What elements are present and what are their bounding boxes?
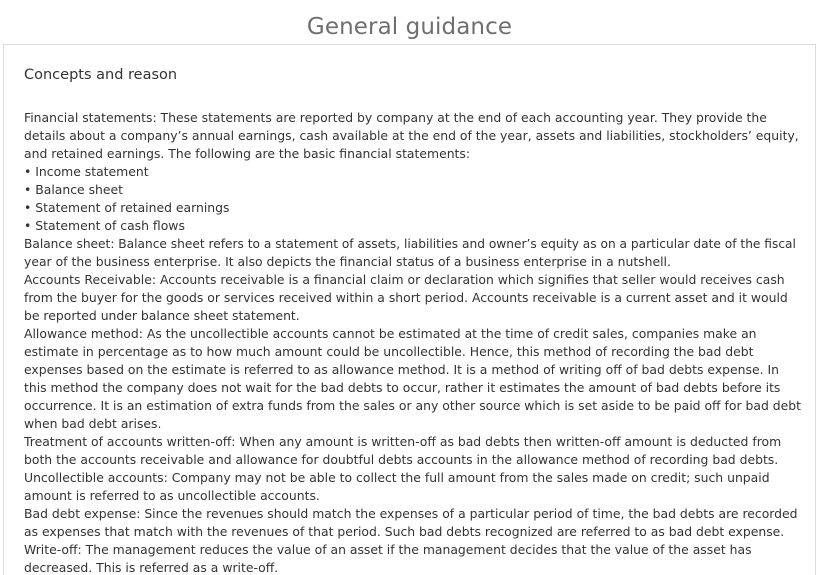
text-line: as expenses that match with the revenues of that period. Such bad debts recognized are referred to as bad debt expense.	[24, 524, 785, 539]
text-line: estimate in percentage as to how much amount could be uncollectible. Hence, this method of recording the bad debt	[24, 344, 754, 359]
text-line: Uncollectible accounts: Company may not be able to collect the full amount from the sales made on credit; such unpaid	[24, 470, 770, 485]
text-line: amount is referred to as uncollectible accounts.	[24, 488, 320, 503]
guidance-body-text	[24, 109, 802, 575]
bullet-item: • Balance sheet	[24, 182, 124, 197]
text-line: Allowance method: As the uncollectible accounts cannot be estimated at the time of credit sales, companies make an	[24, 326, 757, 341]
text-line: this method the company does not wait for the bad debts to occur, rather it estimates the amount of bad debts before its	[24, 380, 781, 395]
text-line: be reported under balance sheet statement.	[24, 308, 300, 323]
text-line: both the accounts receivable and allowance for doubtful debts accounts in the allowance method of recording bad debts.	[24, 452, 779, 467]
page-title: General guidance	[306, 14, 513, 40]
text-line: and retained earnings. The following are the basic financial statements:	[24, 146, 471, 161]
text-line: Bad debt expense: Since the revenues should match the expenses of a particular period of time, the bad debts are recorded	[24, 506, 798, 521]
bullet-item: • Statement of retained earnings	[24, 200, 230, 215]
text-line: details about a company’s annual earnings, cash available at the end of the year, assets and liabilities, stockholders’ equity,	[24, 128, 799, 143]
text-line: Treatment of accounts written-off: When any amount is written-off as bad debts then written-off amount is deducted from	[24, 434, 782, 449]
text-line: Write-off: The management reduces the value of an asset if the management decides that the value of the asset has	[24, 542, 752, 557]
text-line: expenses based on the estimate is referred to as allowance method. It is a method of writing off of bad debts expense. In	[24, 362, 779, 377]
text-line: Financial statements: These statements are reported by company at the end of each accounting year. They provide the	[24, 110, 767, 125]
text-line: Accounts Receivable: Accounts receivable is a financial claim or declaration which signifies that seller would receives cash	[24, 272, 785, 287]
text-line: Balance sheet: Balance sheet refers to a statement of assets, liabilities and owner’s equity as on a particular date of the fiscal	[24, 237, 796, 251]
text-line: from the buyer for the goods or services received within a short period. Accounts receivable is a current asset and it would	[24, 290, 788, 305]
section-heading: Concepts and reason	[24, 67, 178, 83]
text-line: year of the business enterprise. It also depicts the financial status of a business enterprise in a nutshell.	[24, 254, 671, 269]
bullet-item: • Statement of cash flows	[24, 218, 185, 233]
text-line: occurrence. It is an estimation of extra funds from the sales or any other source which is set aside to be paid off for bad debt	[24, 398, 801, 413]
guidance-card	[3, 44, 816, 575]
bullet-item: • Income statement	[24, 164, 149, 179]
text-line: decreased. This is referred as a write-off.	[24, 560, 279, 575]
text-line: when bad debt arises.	[24, 416, 162, 431]
